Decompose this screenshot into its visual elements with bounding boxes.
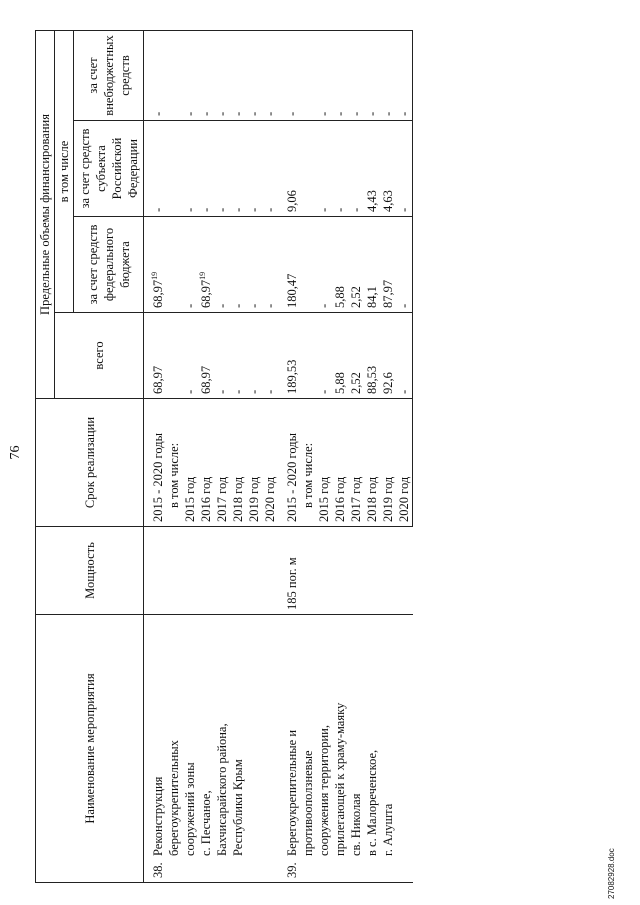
period-cell: в том числе:: [300, 399, 316, 527]
extra-value: -: [247, 111, 261, 116]
table-body: [144, 30, 413, 882]
federal-value: 180,47: [285, 273, 299, 308]
extra-value: -: [151, 111, 165, 116]
federal-value: -: [215, 303, 229, 308]
extra-cell: [316, 30, 332, 120]
footnote-mark: 19: [149, 271, 159, 280]
extra-cell: [332, 30, 348, 120]
item-name-line: с. Песчаное,: [199, 790, 213, 856]
federal-cell: [300, 217, 316, 313]
header-federal: за счет средств федерального бюджета: [74, 217, 144, 313]
extra-value: -: [285, 111, 299, 116]
total-value: -: [397, 389, 411, 394]
extra-value: -: [349, 111, 363, 116]
period-cell: 2015 год: [316, 399, 332, 527]
extra-cell: [166, 30, 182, 120]
regional-value: -: [151, 207, 165, 212]
item-name-line: Бахчисарайского района,: [215, 723, 229, 856]
extra-value: -: [381, 111, 395, 116]
period-cell: 2015 - 2020 годы: [278, 399, 300, 527]
federal-value: -: [317, 303, 331, 308]
extra-value: -: [183, 111, 197, 116]
table-header: [36, 30, 144, 882]
federal-cell: [262, 217, 278, 313]
item-name-line: Реконструкция: [151, 776, 165, 856]
regional-value: -: [397, 207, 411, 212]
extra-value: -: [317, 111, 331, 116]
regional-value: -: [215, 207, 229, 212]
header-financing-group: Предельные объемы финансирования: [36, 30, 55, 398]
total-cell: [144, 313, 167, 399]
regional-value: -: [349, 207, 363, 212]
item-number: 39.: [285, 862, 299, 878]
total-cell: [278, 313, 300, 399]
extra-cell: [380, 30, 396, 120]
extra-value: -: [199, 111, 213, 116]
total-value: 2,52: [349, 372, 363, 394]
federal-value: 87,97: [381, 279, 395, 308]
federal-cell: [396, 217, 413, 313]
extra-value: -: [231, 111, 245, 116]
header-total: всего: [55, 313, 144, 399]
federal-cell: [144, 217, 167, 313]
regional-value: 4,63: [381, 190, 395, 212]
extra-cell: [182, 30, 198, 120]
period-cell: 2018 год: [230, 399, 246, 527]
period-cell: 2017 год: [214, 399, 230, 527]
total-cell: [348, 313, 364, 399]
regional-cell: [246, 121, 262, 217]
period-cell: 2015 год: [182, 399, 198, 527]
header-regional: за счет средств субъекта Российской Федерации: [74, 121, 144, 217]
total-cell: [230, 313, 246, 399]
total-value: 5,88: [333, 372, 347, 394]
item-name-cell: [278, 615, 413, 883]
total-cell: [380, 313, 396, 399]
federal-cell: [364, 217, 380, 313]
header-period: Срок реализации: [36, 399, 144, 527]
extra-cell: [396, 30, 413, 120]
period-cell: 2016 год: [332, 399, 348, 527]
extra-value: -: [365, 111, 379, 116]
header-including: в том числе: [55, 30, 74, 312]
regional-cell: [396, 121, 413, 217]
total-cell: [262, 313, 278, 399]
total-value: -: [183, 389, 197, 394]
item-name-line: противооползневые: [301, 750, 315, 856]
regional-cell: [182, 121, 198, 217]
item-name-line: прилегающей к храму-маяку: [333, 702, 347, 856]
federal-value: -: [397, 303, 411, 308]
financing-table: [35, 30, 413, 883]
total-value: -: [317, 389, 331, 394]
item-number: 38.: [151, 862, 165, 878]
header-extrabudget: за счет внебюджетных средств: [74, 30, 144, 120]
regional-value: 9,06: [285, 190, 299, 212]
total-cell: [214, 313, 230, 399]
regional-cell: [278, 121, 300, 217]
regional-value: -: [317, 207, 331, 212]
regional-cell: [316, 121, 332, 217]
regional-cell: [348, 121, 364, 217]
header-capacity: Мощность: [36, 527, 144, 615]
federal-cell: [348, 217, 364, 313]
regional-value: -: [231, 207, 245, 212]
federal-cell: [214, 217, 230, 313]
total-value: 68,97: [199, 365, 213, 394]
federal-value: 2,52: [349, 286, 363, 308]
regional-value: 4,43: [365, 190, 379, 212]
federal-value: 68,97: [199, 279, 213, 308]
total-cell: [332, 313, 348, 399]
regional-cell: [166, 121, 182, 217]
period-cell: 2015 - 2020 годы: [144, 399, 167, 527]
period-cell: 2020 год: [262, 399, 278, 527]
federal-value: -: [263, 303, 277, 308]
total-cell: [198, 313, 214, 399]
total-cell: [300, 313, 316, 399]
total-cell: [182, 313, 198, 399]
extra-cell: [198, 30, 214, 120]
regional-cell: [300, 121, 316, 217]
extra-cell: [246, 30, 262, 120]
regional-value: -: [333, 207, 347, 212]
total-cell: [166, 313, 182, 399]
item-capacity: 185 пог. м: [278, 527, 413, 615]
period-cell: в том числе:: [166, 399, 182, 527]
extra-cell: [262, 30, 278, 120]
regional-cell: [230, 121, 246, 217]
federal-cell: [182, 217, 198, 313]
total-value: 88,53: [365, 365, 379, 394]
total-value: -: [215, 389, 229, 394]
regional-value: -: [247, 207, 261, 212]
extra-cell: [230, 30, 246, 120]
document-code: 27082928.doc: [607, 848, 616, 899]
extra-cell: [278, 30, 300, 120]
regional-value: -: [183, 207, 197, 212]
extra-value: -: [397, 111, 411, 116]
regional-value: -: [199, 207, 213, 212]
federal-cell: [198, 217, 214, 313]
total-value: 189,53: [285, 359, 299, 394]
item-name-line: берегоукрепительных: [167, 740, 181, 856]
period-cell: 2019 год: [246, 399, 262, 527]
table-row: [278, 30, 300, 882]
federal-value: 5,88: [333, 286, 347, 308]
regional-cell: [214, 121, 230, 217]
extra-value: -: [215, 111, 229, 116]
federal-cell: [332, 217, 348, 313]
extra-cell: [144, 30, 167, 120]
regional-cell: [198, 121, 214, 217]
regional-cell: [364, 121, 380, 217]
federal-value: -: [247, 303, 261, 308]
item-name-line: в с. Малореченское,: [365, 749, 379, 856]
federal-cell: [166, 217, 182, 313]
federal-cell: [278, 217, 300, 313]
footnote-mark: 19: [197, 271, 207, 280]
total-cell: [246, 313, 262, 399]
federal-cell: [380, 217, 396, 313]
federal-value: 68,97: [151, 279, 165, 308]
total-cell: [316, 313, 332, 399]
extra-cell: [364, 30, 380, 120]
extra-value: -: [263, 111, 277, 116]
total-value: 68,97: [151, 365, 165, 394]
federal-value: -: [231, 303, 245, 308]
regional-value: -: [263, 207, 277, 212]
item-name-line: Берегоукрепительные и: [285, 729, 299, 856]
period-cell: 2018 год: [364, 399, 380, 527]
extra-cell: [300, 30, 316, 120]
federal-cell: [246, 217, 262, 313]
total-value: -: [247, 389, 261, 394]
regional-cell: [262, 121, 278, 217]
federal-cell: [230, 217, 246, 313]
federal-value: -: [183, 303, 197, 308]
extra-cell: [214, 30, 230, 120]
header-name: Наименование мероприятия: [36, 615, 144, 883]
total-cell: [364, 313, 380, 399]
item-name-line: Республики Крым: [231, 759, 245, 856]
item-name-line: сооружений зоны: [183, 762, 197, 856]
item-capacity: [144, 527, 279, 615]
item-name-line: сооружения территории,: [317, 725, 331, 856]
period-cell: 2017 год: [348, 399, 364, 527]
extra-cell: [348, 30, 364, 120]
item-name-line: св. Николая: [349, 793, 363, 856]
table-row: [144, 30, 167, 882]
total-value: -: [231, 389, 245, 394]
period-cell: 2019 год: [380, 399, 396, 527]
extra-value: -: [333, 111, 347, 116]
total-value: -: [263, 389, 277, 394]
period-cell: 2020 год: [396, 399, 413, 527]
federal-value: 84,1: [365, 286, 379, 308]
total-cell: [396, 313, 413, 399]
total-value: 92,6: [381, 372, 395, 394]
period-cell: 2016 год: [198, 399, 214, 527]
regional-cell: [332, 121, 348, 217]
regional-cell: [380, 121, 396, 217]
item-name-cell: [144, 615, 279, 883]
federal-cell: [316, 217, 332, 313]
item-name-line: г. Алушта: [381, 803, 395, 856]
page-number: 76: [8, 445, 23, 460]
regional-cell: [144, 121, 167, 217]
